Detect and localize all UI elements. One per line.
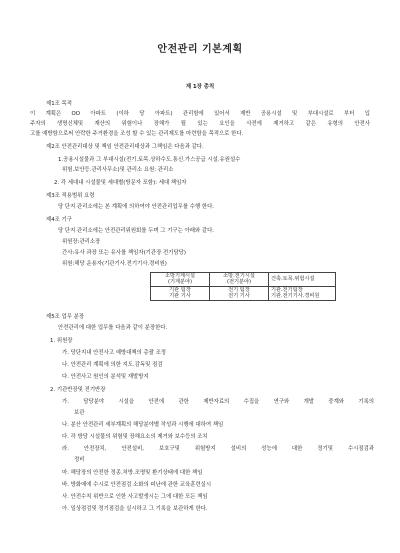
article-3-heading: 제3조 적용범위 요령 (46, 193, 95, 199)
leader-duty-a-continued: 보관 (74, 410, 85, 416)
article-2-heading: 제2조 안전관리대상 및 책임 안전관리대상과 그책임은 다음과 같다. (46, 144, 204, 150)
article-3-text: 당 단지 관리소에는 본 계획에 의하여야 안전관리업무를 수행 한다. (58, 204, 215, 210)
section-team-leaders: 2. 기관반장및 전기반장 (50, 387, 106, 393)
article-2-item-1: 1.공용시설물과 그 부대시설(전기.토목.상하수도.통신.가스공급 시설.유원설수 (58, 157, 241, 163)
leader-duty-f: 바. 방화예에 수시로 안전점검 소화의 피난에 관한 교육훈련실시 (62, 482, 212, 488)
section-chairman: 1. 위원장 (50, 338, 73, 344)
table-cell: 건축.토목.위험시설 (269, 273, 336, 287)
leader-duty-b: 나. 분산 안전관리 세부계획의 해당분야별 작성과 시행에 대하여 책임 (62, 422, 224, 428)
article-1-heading: 제1조 목적 (46, 101, 72, 107)
leader-duty-h: 아. 일상점검및 정기점검을 실시하고 그 기록을 보관하게 한다. (62, 506, 208, 512)
table-cell: 소방기계시설 (기계분야) (151, 273, 210, 287)
organization-table (150, 272, 336, 301)
leader-duty-d-continued: 정비 (74, 457, 85, 463)
article-4-text: 당 단지 관리소에는 안전관리위원회를 두며 그 기구는 아래와 같다. (58, 228, 215, 234)
leader-duty-g: 사. 안전수칙 위반으로 인한 사고발생시는 그에 대한 모든 책임 (62, 494, 208, 500)
committee-secretary: 간사:유사 과장 또는 유사를 책임자(기관장 전기담당) (62, 250, 186, 256)
table-cell: 전기 팀장 전기 기사 (210, 286, 269, 300)
chapter-heading: 제 1장 총칙 (185, 84, 215, 90)
article-1-line-1: 이 계획은 OO 아파트 (이하 당 아파트) 관리함에 있어서 제반 공용시설 및 부대시설로 부터 입 (30, 111, 370, 117)
table-cell: 소방.전기시설 (전기분야) (210, 273, 269, 287)
chairman-duty-c: 다. 안전사고 원인의 분석및 재발방지 (62, 374, 149, 380)
article-2-item-2: 2. 각 세대내 시설물및 세대별(방문자 포함): 세대 책임자 (54, 180, 187, 186)
article-2-item-1-continued: 위험.보안등.관리사무소)및 관리소 요원: 관리소 (62, 167, 174, 173)
chairman-duty-a: 가. 당단지내 안전사고 예방대책의 총괄 조정 (62, 350, 167, 356)
leader-duty-c: 다. 각 방당 시설물의 위험및 장해요소의 제거와 보수등의 조치 (62, 434, 208, 440)
article-5-heading: 제5조 업무 분장 (46, 314, 85, 320)
leader-duty-d: 라. 안전장치, 안전설비, 보호구및 위험방지 설비의 성능에 대한 정기및 수시점검과 (62, 446, 374, 452)
table-cell: 기관.전기팀장 기관.전기기사.경비원 (269, 286, 336, 300)
document-title: 안전관리 기본계획 (157, 44, 243, 55)
table-row (151, 273, 336, 287)
article-5-intro: 안전관리에 대한 업무를 다음과 같이 분장한다. (58, 325, 168, 331)
article-1-line-2: 주자의 생명신체및 재산의 위험이나 장해가 될 있는 요인을 사전에 제거하고 같은 유형의 안전사 (30, 121, 370, 127)
committee-chair: 위원장:관리소장 (62, 239, 101, 245)
leader-duty-e: 마. 해당장의 안전한 정종.처방.조명및 환기상태에 대한 책임 (62, 470, 203, 476)
article-4-heading: 제4조 기구 (46, 217, 72, 223)
chairman-duty-b: 나. 안전관리 계획에 의한 지도.감독및 점검 (62, 362, 163, 368)
table-row (151, 286, 336, 300)
committee-members: 위원:해당 운용자(기관기사.전기기사.경비원) (62, 261, 167, 267)
table-cell: 기관 팀장 기관 기사 (151, 286, 210, 300)
article-1-line-3: 고를 예방함으로써 안락한 주거환경을 조성 할 수 있는 관리제도를 마련함을 목적으로 한다. (30, 131, 244, 137)
leader-duty-a: 가. 담당분야 시설을 안전에 관한 제반자료의 수집을 연구와 개발 중계와 기록의 (62, 399, 374, 405)
